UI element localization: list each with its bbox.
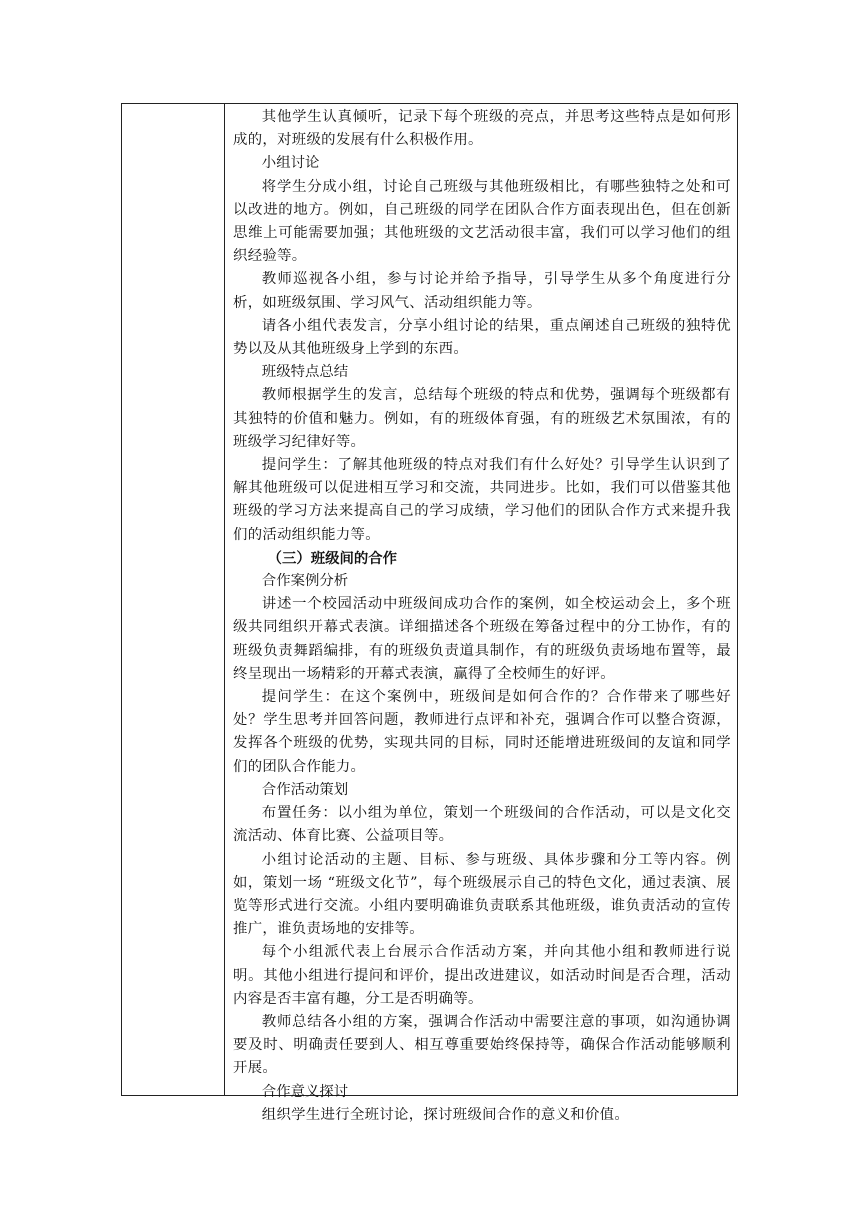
- subheading: 合作案例分析: [261, 573, 349, 590]
- paragraph: 其他学生认真倾听，记录下每个班级的亮点，并思考这些特点是如何形成的，对班级的发展有什么积极作用。: [233, 109, 731, 149]
- paragraph: 组织学生进行全班讨论，探讨班级间合作的意义和价值。: [261, 1106, 630, 1123]
- lesson-table: [121, 103, 738, 1123]
- subheading: 小组讨论: [261, 155, 320, 172]
- paragraph: 小组讨论活动的主题、目标、参与班级、具体步骤和分工等内容。例如，策划一场 “班级文化节”，每个班级展示自己的特色文化，通过表演、展览等形式进行交流。小组内要明确谁负责联系其他班级，谁负责活动的宣传推广，谁负责场地的安排等。: [233, 851, 731, 938]
- paragraph: 布置任务：以小组为单位，策划一个班级间的合作活动，可以是文化交流活动、体育比赛、公益项目等。: [233, 805, 731, 845]
- paragraph: 提问学生：在这个案例中，班级间是如何合作的？合作带来了哪些好处？学生思考并回答问题，教师进行点评和补充，强调合作可以整合资源，发挥各个班级的优势，实现共同的目标，同时还能增进班级间的友谊和同学们的团队合作能力。: [233, 689, 731, 775]
- table-content-cell: [226, 104, 737, 1123]
- paragraph: 将学生分成小组，讨论自己班级与其他班级相比，有哪些独特之处和可以改进的地方。例如，自己班级的同学在团队合作方面表现出色，但在创新思维上可能需要加强；其他班级的文艺活动很丰富，我们可以学习他们的组织经验等。: [233, 178, 731, 265]
- paragraph: 讲述一个校园活动中班级间成功合作的案例，如全校运动会上，多个班级共同组织开幕式表演。详细描述各个班级在筹备过程中的分工协作，有的班级负责舞蹈编排，有的班级负责道具制作，有的班级负责场地布置等，最终呈现出一场精彩的开幕式表演，赢得了全校师生的好评。: [233, 596, 731, 682]
- subheading: 班级特点总结: [261, 364, 349, 381]
- subheading: 合作意义探讨: [261, 1083, 349, 1100]
- paragraph: 教师根据学生的发言，总结每个班级的特点和优势，强调每个班级都有其独特的价值和魅力。例如，有的班级体育强，有的班级艺术氛围浓，有的班级学习纪律好等。: [233, 387, 731, 450]
- paragraph: 教师总结各小组的方案，强调合作活动中需要注意的事项，如沟通协调要及时、明确责任要到人、相互尊重要始终保持等，确保合作活动能够顺利开展。: [233, 1013, 731, 1077]
- paragraph: 请各小组代表发言，分享小组讨论的结果，重点阐述自己班级的独特优势以及从其他班级身上学到的东西。: [233, 317, 731, 358]
- paragraph: 教师巡视各小组，参与讨论并给予指导，引导学生从多个角度进行分析，如班级氛围、学习风气、活动组织能力等。: [233, 271, 731, 311]
- subheading: 合作活动策划: [261, 781, 349, 798]
- section-heading: （三）班级间的合作: [267, 549, 398, 567]
- table-left-column: [122, 104, 225, 1095]
- paragraph: 每个小组派代表上台展示合作活动方案，并向其他小组和教师进行说明。其他小组进行提问和评价，提出改进建议，如活动时间是否合理，活动内容是否丰富有趣，分工是否明确等。: [233, 944, 731, 1007]
- paragraph: 提问学生：了解其他班级的特点对我们有什么好处？引导学生认识到了解其他班级可以促进相互学习和交流，共同进步。比如，我们可以借鉴其他班级的学习方法来提高自己的学习成绩，学习他们的团队合作方式来提升我们的活动组织能力等。: [233, 457, 731, 543]
